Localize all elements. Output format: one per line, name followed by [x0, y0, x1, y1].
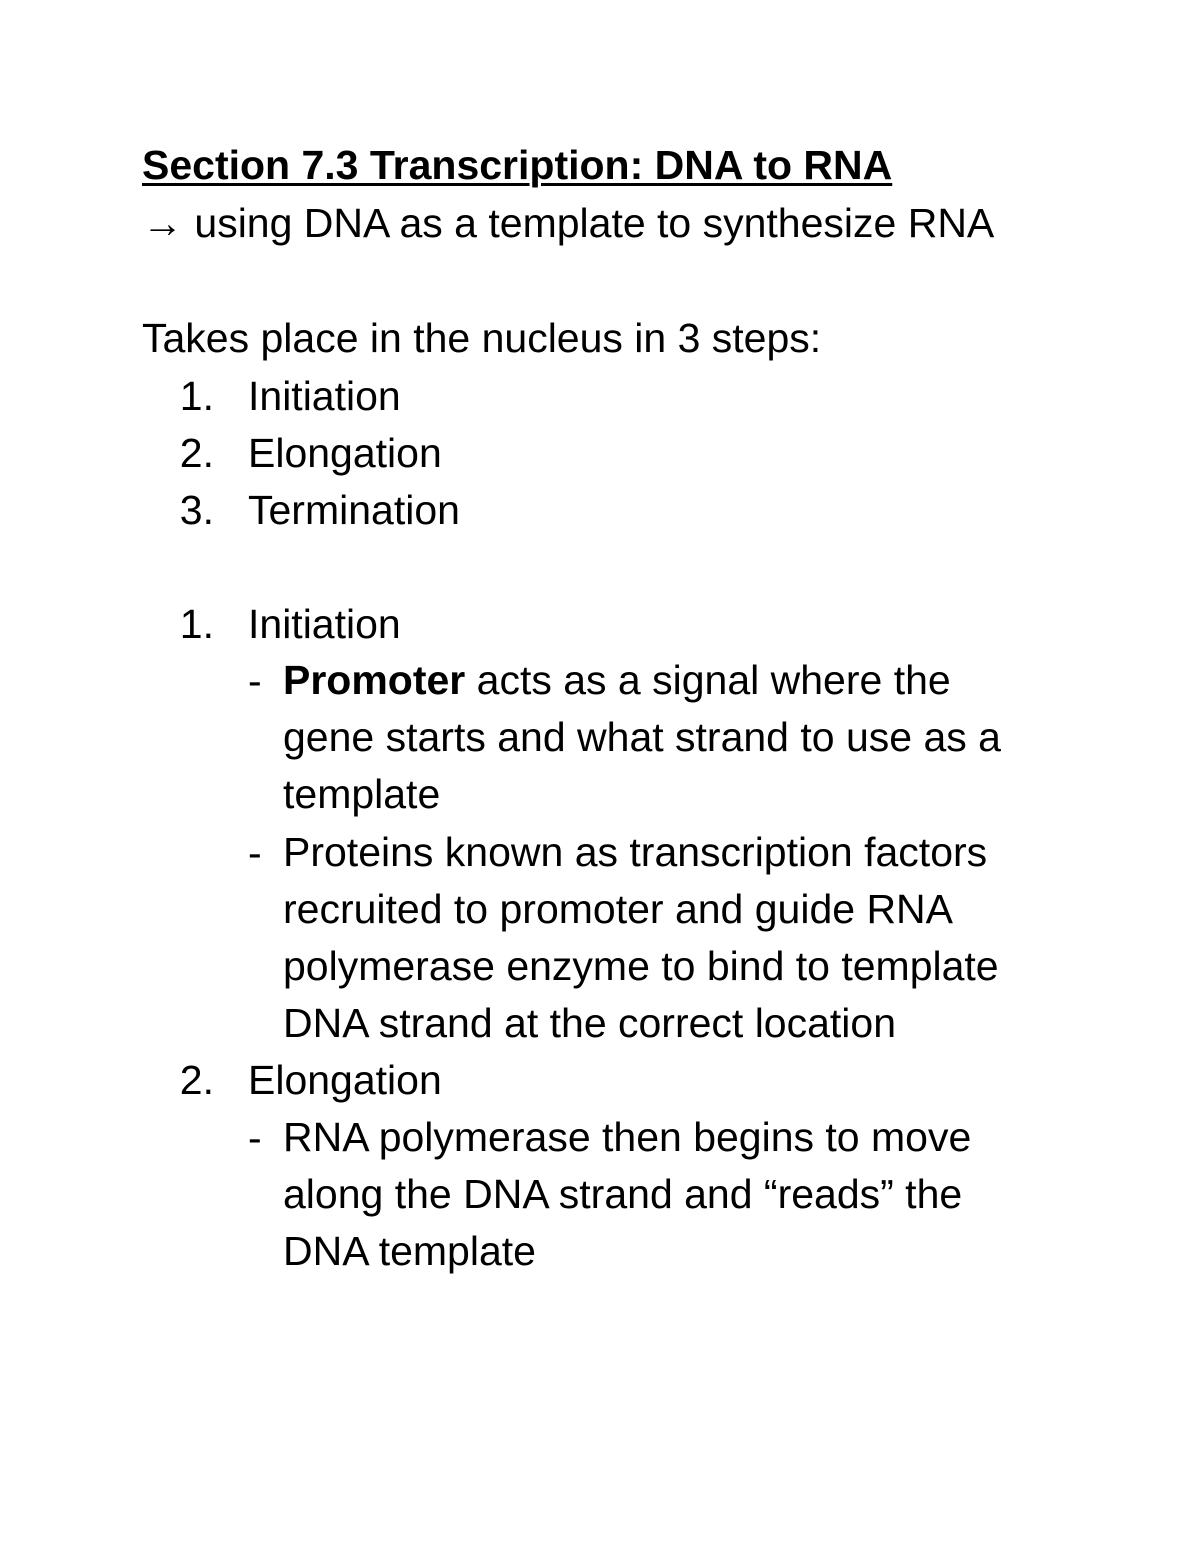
- bullet-body: Proteins known as transcription factors recruited to promoter and guide RNA polymerase enzyme to bind to template DNA strand at the correct location: [283, 829, 999, 1046]
- overview-step-number: 1.: [179, 373, 214, 419]
- bullet-dash: -: [248, 830, 262, 876]
- bullet-text: [283, 652, 1043, 823]
- detail-step-number: 1.: [179, 601, 214, 647]
- overview-step-number: 2.: [179, 430, 214, 476]
- bullet-bold-term: Promoter: [283, 657, 466, 703]
- intro-text: Takes place in the nucleus in 3 steps:: [142, 315, 822, 361]
- bullet-body: acts as a signal where the gene starts and what strand to use as a template: [283, 657, 1001, 817]
- detail-step-label: Initiation: [248, 601, 401, 647]
- detail-step-label: Elongation: [248, 1057, 442, 1103]
- bullet-dash: -: [248, 658, 262, 704]
- bullet-text: [283, 1109, 1023, 1280]
- bullet-text: [283, 824, 1053, 1052]
- overview-step-label: Termination: [248, 487, 460, 533]
- overview-step-number: 3.: [179, 487, 214, 533]
- detail-step-number: 2.: [179, 1057, 214, 1103]
- bullet-body: RNA polymerase then begins to move along the DNA strand and “reads” the DNA template: [283, 1114, 972, 1274]
- overview-step-label: Initiation: [248, 373, 401, 419]
- overview-step-label: Elongation: [248, 430, 442, 476]
- section-subtitle: → using DNA as a template to synthesize RNA: [142, 200, 995, 246]
- bullet-dash: -: [248, 1115, 262, 1161]
- section-title: Section 7.3 Transcription: DNA to RNA: [142, 142, 893, 188]
